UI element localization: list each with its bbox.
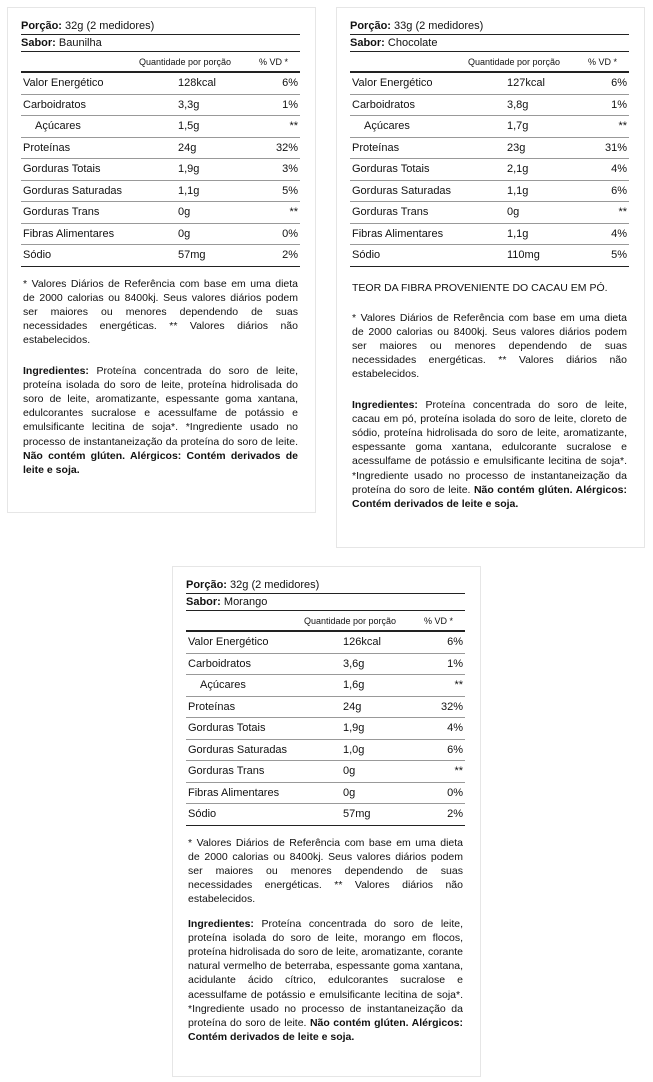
ingredients-paragraph — [186, 917, 465, 1045]
ingredients-text: Proteína concentrada do soro de leite, proteína isolada do soro de leite, proteína hidrolisada do soro de leite, aromatizante, espessante goma xantana, edulcorantes sucralose e acessulfame de potássio e emulsificante lecitina de soja*. *Ingrediente usado no processo de instantaneização da proteína do soro de leite. — [23, 364, 298, 448]
flavor-label: Sabor: — [186, 596, 221, 608]
nutrient-daily-value: 4% — [611, 227, 627, 240]
nutrient-name: Fibras Alimentares — [23, 227, 115, 240]
nutrient-name: Proteínas — [23, 141, 71, 154]
nutrient-name: Valor Energético — [352, 77, 433, 89]
nutrient-row — [350, 116, 629, 137]
nutrient-daily-value: 1% — [282, 98, 298, 111]
nutrient-daily-value: 1% — [611, 98, 627, 111]
nutrient-name: Açúcares — [200, 679, 246, 691]
nutrient-quantity: 1,1g — [507, 227, 529, 240]
nutrient-name: Valor Energético — [23, 77, 104, 89]
nutrient-quantity: 3,6g — [343, 657, 365, 670]
column-header-quantity: Quantidade por porção — [139, 57, 232, 67]
ingredients-paragraph — [21, 364, 300, 478]
nutrient-name: Valor Energético — [188, 636, 269, 648]
nutrient-name: Carboidratos — [188, 657, 251, 670]
nutrient-name: Fibras Alimentares — [188, 786, 280, 799]
portion-label: Porção: — [350, 20, 391, 32]
ingredients-label: Ingredientes: — [188, 917, 254, 930]
nutrient-daily-value: 2% — [282, 249, 298, 261]
nutrition-label-strawberry — [172, 566, 481, 1077]
nutrient-quantity: 1,6g — [343, 679, 365, 691]
allergens-text: Não contém glúten. Alérgicos: Contém derivados de leite e soja. — [352, 483, 627, 510]
flavor-value: Morango — [223, 596, 268, 608]
nutrient-row — [21, 181, 300, 202]
nutrient-row — [350, 95, 629, 116]
nutrient-rows — [186, 632, 465, 825]
nutrient-name: Carboidratos — [352, 98, 415, 111]
portion-line — [350, 18, 629, 34]
nutrient-row — [186, 804, 465, 825]
ingredients-text: Proteína concentrada do soro de leite, proteína isolada do soro de leite, morango em flocos, proteína hidrolisada do soro de leite, aromatizante, corante natural vermelho de beterraba, espessante goma xantana, acidulante ácido cítrico, edulcorantes sucralose e acessulfame de potássio e emulsificante lecitina de soja*. *Ingrediente usado no processo de instantaneização da proteína do soro de leite. — [188, 917, 463, 1029]
column-headers — [186, 611, 465, 630]
footnote: * Valores Diários de Referência com base em uma dieta de 2000 calorias ou 8400kj. Seus valores diários podem ser maiores ou menores dependendo de suas necessidades energéticas. ** Valores diários não estabelecidos. — [188, 836, 463, 906]
flavor-label: Sabor: — [21, 37, 56, 49]
nutrient-row — [350, 202, 629, 223]
nutrient-row — [350, 245, 629, 266]
nutrient-daily-value: 31% — [604, 141, 627, 154]
nutrient-quantity: 57mg — [178, 249, 206, 261]
nutrition-label-vanilla — [7, 7, 316, 513]
nutrient-row — [186, 697, 465, 718]
nutrient-row — [21, 138, 300, 159]
column-header-quantity: Quantidade por porção — [304, 616, 397, 626]
nutrient-name: Gorduras Totais — [23, 163, 101, 175]
nutrient-row — [350, 159, 629, 180]
nutrient-daily-value: 4% — [447, 722, 463, 734]
column-header-daily-value: % VD * — [587, 57, 617, 67]
nutrient-row — [186, 675, 465, 696]
nutrient-quantity: 1,9g — [343, 722, 365, 734]
nutrient-daily-value: ** — [289, 206, 298, 218]
nutrient-quantity: 24g — [343, 700, 362, 713]
nutrient-quantity: 1,5g — [178, 120, 200, 132]
nutrient-quantity: 0g — [178, 206, 191, 218]
nutrient-daily-value: 3% — [282, 163, 298, 175]
nutrient-row — [21, 73, 300, 94]
nutrient-row — [350, 181, 629, 202]
nutrient-row — [21, 95, 300, 116]
nutrient-daily-value: ** — [289, 120, 298, 132]
nutrient-name: Sódio — [23, 249, 52, 261]
nutrient-quantity: 1,0g — [343, 743, 365, 756]
nutrient-daily-value: 32% — [440, 700, 463, 713]
nutrient-name: Gorduras Totais — [352, 163, 430, 175]
nutrient-name: Fibras Alimentares — [352, 227, 444, 240]
nutrient-name: Gorduras Trans — [352, 206, 429, 218]
flavor-line — [21, 35, 300, 51]
portion-label: Porção: — [186, 579, 227, 591]
nutrient-name: Proteínas — [352, 141, 400, 154]
nutrient-daily-value: 4% — [611, 163, 627, 175]
nutrient-quantity: 0g — [178, 227, 191, 240]
nutrient-daily-value: ** — [454, 679, 463, 691]
flavor-label: Sabor: — [350, 37, 385, 49]
nutrient-row — [21, 202, 300, 223]
nutrient-quantity: 3,8g — [507, 98, 529, 111]
nutrient-quantity: 24g — [178, 141, 197, 154]
ingredients-paragraph — [350, 398, 629, 512]
nutrient-quantity: 110mg — [507, 249, 540, 261]
nutrient-quantity: 1,7g — [507, 120, 529, 132]
footnote: * Valores Diários de Referência com base em uma dieta de 2000 calorias ou 8400kj. Seus valores diários podem ser maiores ou menores dependendo de suas necessidades energéticas. ** Valores diários não estabelecidos. — [352, 311, 627, 381]
nutrient-quantity: 126kcal — [343, 636, 381, 648]
nutrient-quantity: 1,1g — [507, 184, 529, 197]
portion-value: 33g (2 medidores) — [394, 20, 484, 32]
portion-line — [186, 577, 465, 593]
portion-line — [21, 18, 300, 34]
nutrient-row — [21, 116, 300, 137]
nutrient-quantity: 3,3g — [178, 98, 200, 111]
nutrition-label-chocolate — [336, 7, 645, 548]
nutrient-quantity: 2,1g — [507, 163, 529, 175]
column-header-quantity: Quantidade por porção — [468, 57, 561, 67]
nutrient-quantity: 57mg — [343, 808, 371, 820]
nutrient-daily-value: 1% — [447, 657, 463, 670]
nutrient-daily-value: 2% — [447, 808, 463, 820]
nutrient-daily-value: 6% — [611, 184, 627, 197]
nutrient-rows — [350, 73, 629, 266]
nutrient-row — [350, 224, 629, 245]
flavor-value: Baunilha — [58, 37, 102, 49]
column-header-daily-value: % VD * — [258, 57, 288, 67]
nutrient-daily-value: ** — [618, 120, 627, 132]
nutrient-name: Gorduras Totais — [188, 722, 266, 734]
nutrient-daily-value: 32% — [275, 141, 298, 154]
nutrient-rows — [21, 73, 300, 266]
nutrient-row — [186, 761, 465, 782]
flavor-line — [186, 594, 465, 610]
nutrient-name: Gorduras Saturadas — [188, 743, 288, 756]
nutrient-quantity: 0g — [343, 786, 356, 799]
nutrient-name: Açúcares — [364, 120, 410, 132]
nutrient-daily-value: 0% — [282, 227, 298, 240]
nutrient-name: Gorduras Saturadas — [352, 184, 452, 197]
nutrient-daily-value: 6% — [447, 636, 463, 648]
fiber-source-note: TEOR DA FIBRA PROVENIENTE DO CACAU EM PÓ. — [352, 281, 608, 294]
nutrient-name: Açúcares — [35, 120, 81, 132]
nutrient-name: Carboidratos — [23, 98, 86, 111]
nutrient-daily-value: 6% — [282, 77, 298, 89]
nutrient-name: Gorduras Trans — [188, 765, 265, 777]
nutrient-quantity: 128kcal — [178, 77, 216, 89]
nutrient-daily-value: 5% — [611, 249, 627, 261]
portion-label: Porção: — [21, 20, 62, 32]
nutrient-daily-value: 0% — [447, 786, 463, 799]
nutrient-row — [186, 718, 465, 739]
ingredients-text: Proteína concentrada do soro de leite, cacau em pó, proteína isolada do soro de leite, cloreto de sódio, proteína hidrolisada do soro de leite, aromatizante, espessante goma xantana, edulcorante sucralose e acessulfame de potássio e emulsificante lecitina de soja*. *Ingrediente usado no processo de instantaneização da proteína do soro de leite. — [352, 398, 627, 496]
footnote: * Valores Diários de Referência com base em uma dieta de 2000 calorias ou 8400kj. Seus valores diários podem ser maiores ou menores dependendo de suas necessidades energéticas. ** Valores diários não estabelecidos. — [23, 277, 298, 347]
nutrient-name: Sódio — [352, 249, 381, 261]
nutrient-name: Gorduras Trans — [23, 206, 100, 218]
portion-value: 32g (2 medidores) — [65, 20, 155, 32]
nutrient-quantity: 0g — [507, 206, 520, 218]
allergens-text: Não contém glúten. Alérgicos: Contém derivados de leite e soja. — [23, 449, 298, 476]
nutrient-daily-value: 6% — [447, 743, 463, 756]
column-headers — [21, 52, 300, 71]
nutrient-row — [21, 159, 300, 180]
nutrient-name: Gorduras Saturadas — [23, 184, 123, 197]
column-header-daily-value: % VD * — [423, 616, 453, 626]
nutrient-quantity: 127kcal — [507, 77, 545, 89]
nutrient-row — [21, 245, 300, 266]
nutrient-name: Sódio — [188, 808, 217, 820]
nutrient-row — [186, 632, 465, 653]
nutrient-daily-value: ** — [454, 765, 463, 777]
nutrient-name: Proteínas — [188, 700, 236, 713]
nutrient-daily-value: 6% — [611, 77, 627, 89]
nutrient-row — [186, 654, 465, 675]
nutrient-row — [186, 783, 465, 804]
flavor-value: Chocolate — [387, 37, 438, 49]
nutrient-quantity: 23g — [507, 141, 526, 154]
nutrient-row — [350, 138, 629, 159]
ingredients-label: Ingredientes: — [23, 364, 89, 377]
nutrient-row — [350, 73, 629, 94]
nutrient-quantity: 1,1g — [178, 184, 200, 197]
portion-value: 32g (2 medidores) — [230, 579, 320, 591]
flavor-line — [350, 35, 629, 51]
column-headers — [350, 52, 629, 71]
ingredients-label: Ingredientes: — [352, 398, 418, 411]
nutrient-daily-value: ** — [618, 206, 627, 218]
nutrient-quantity: 1,9g — [178, 163, 200, 175]
nutrient-row — [186, 740, 465, 761]
nutrient-quantity: 0g — [343, 765, 356, 777]
allergens-text: Não contém glúten. Alérgicos: Contém derivados de leite e soja. — [188, 1016, 463, 1044]
nutrient-row — [21, 224, 300, 245]
nutrient-daily-value: 5% — [282, 184, 298, 197]
